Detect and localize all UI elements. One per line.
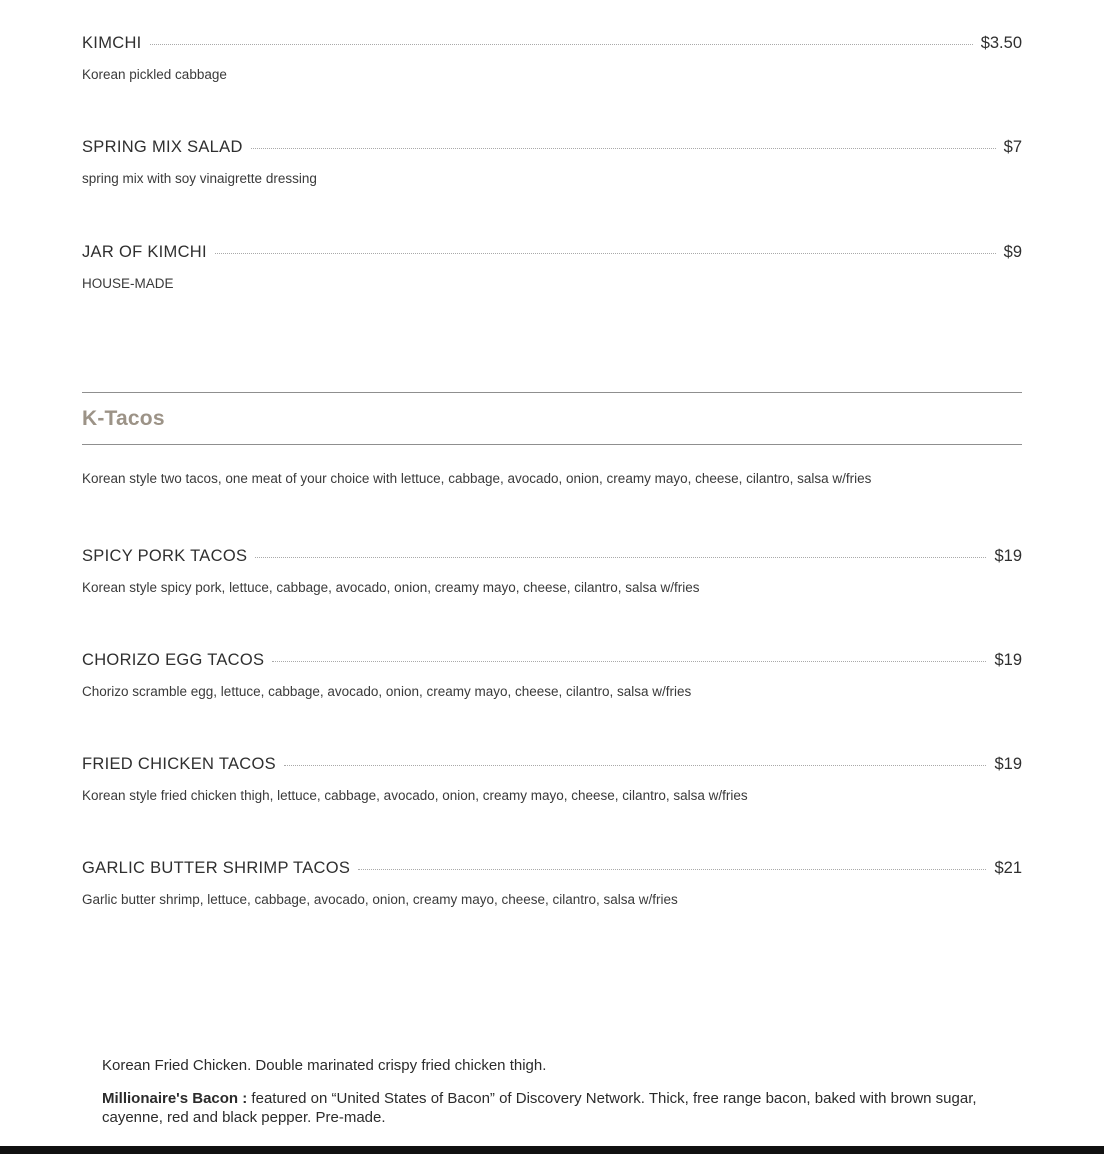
menu-item-price: $21 — [994, 859, 1022, 878]
dot-leader — [251, 147, 996, 149]
menu-item-name: SPRING MIX SALAD — [82, 138, 243, 157]
menu-item-description: Korean style fried chicken thigh, lettuce, cabbage, avocado, onion, creamy mayo, cheese, cilantro, salsa w/fries — [82, 788, 748, 804]
menu-content — [82, 0, 1022, 910]
menu-item-name: JAR OF KIMCHI — [82, 243, 207, 262]
menu-item-description: Garlic butter shrimp, lettuce, cabbage, avocado, onion, creamy mayo, cheese, cilantro, salsa w/fries — [82, 892, 678, 908]
menu-item-line — [82, 755, 1022, 774]
menu-item-description: Korean pickled cabbage — [82, 67, 227, 82]
menu-item-price: $9 — [1003, 243, 1022, 262]
menu-item — [82, 243, 1022, 293]
section-intro: Korean style two tacos, one meat of your choice with lettuce, cabbage, avocado, onion, creamy mayo, cheese, cilantro, salsa w/fries — [82, 470, 872, 486]
menu-item — [82, 34, 1022, 84]
menu-item — [82, 755, 1022, 805]
menu-item-price: $7 — [1003, 138, 1022, 157]
dot-leader — [272, 660, 986, 662]
menu-item-description: Chorizo scramble egg, lettuce, cabbage, avocado, onion, creamy mayo, cheese, cilantro, salsa w/fries — [82, 683, 692, 699]
menu-item-price: $19 — [994, 755, 1022, 774]
menu-item-line — [82, 34, 1022, 53]
dot-leader — [358, 868, 986, 870]
menu-item-line — [82, 651, 1022, 670]
dot-leader — [284, 764, 987, 766]
menu-item-description: Korean style spicy pork, lettuce, cabbage, avocado, onion, creamy mayo, cheese, cilantro, salsa w/fries — [82, 579, 700, 595]
menu-item-line — [82, 138, 1022, 157]
menu-item-description: HOUSE-MADE — [82, 276, 174, 292]
menu-item-description: spring mix with soy vinaigrette dressing — [82, 171, 317, 187]
footnote-label: Millionaire's Bacon : — [102, 1090, 248, 1108]
menu-item-name: SPICY PORK TACOS — [82, 546, 248, 565]
footnotes — [102, 1056, 1002, 1142]
section-title: K-Tacos — [82, 406, 165, 430]
menu-item-price: $19 — [994, 546, 1022, 565]
bottom-bar — [0, 1146, 1104, 1154]
menu-item-price: $3.50 — [980, 34, 1022, 52]
menu-item-name: FRIED CHICKEN TACOS — [82, 755, 276, 774]
menu-item-line — [82, 859, 1022, 878]
menu-item-name: GARLIC BUTTER SHRIMP TACOS — [82, 859, 351, 878]
menu-item — [82, 651, 1022, 701]
menu-item-name: KIMCHI — [82, 34, 142, 52]
menu-item — [82, 138, 1022, 188]
dot-leader — [255, 556, 986, 558]
footnote-millionaires-bacon — [102, 1089, 1002, 1127]
menu-section-k-tacos — [82, 392, 1022, 486]
footnote-fried-chicken: Korean Fried Chicken. Double marinated crispy fried chicken thigh. — [102, 1057, 547, 1074]
footnote-text: featured on “United States of Bacon” of Discovery Network. Thick, free range bacon, baked with brown sugar, cayenne, red and black pepper. Pre-made. — [102, 1090, 977, 1127]
menu-item-name: CHORIZO EGG TACOS — [82, 650, 265, 669]
menu-item — [82, 547, 1022, 597]
menu-item-line — [82, 243, 1022, 262]
menu-item — [82, 859, 1022, 909]
menu-item-line — [82, 547, 1022, 566]
dot-leader — [215, 252, 996, 254]
menu-item-price: $19 — [994, 650, 1022, 669]
dot-leader — [150, 43, 973, 45]
